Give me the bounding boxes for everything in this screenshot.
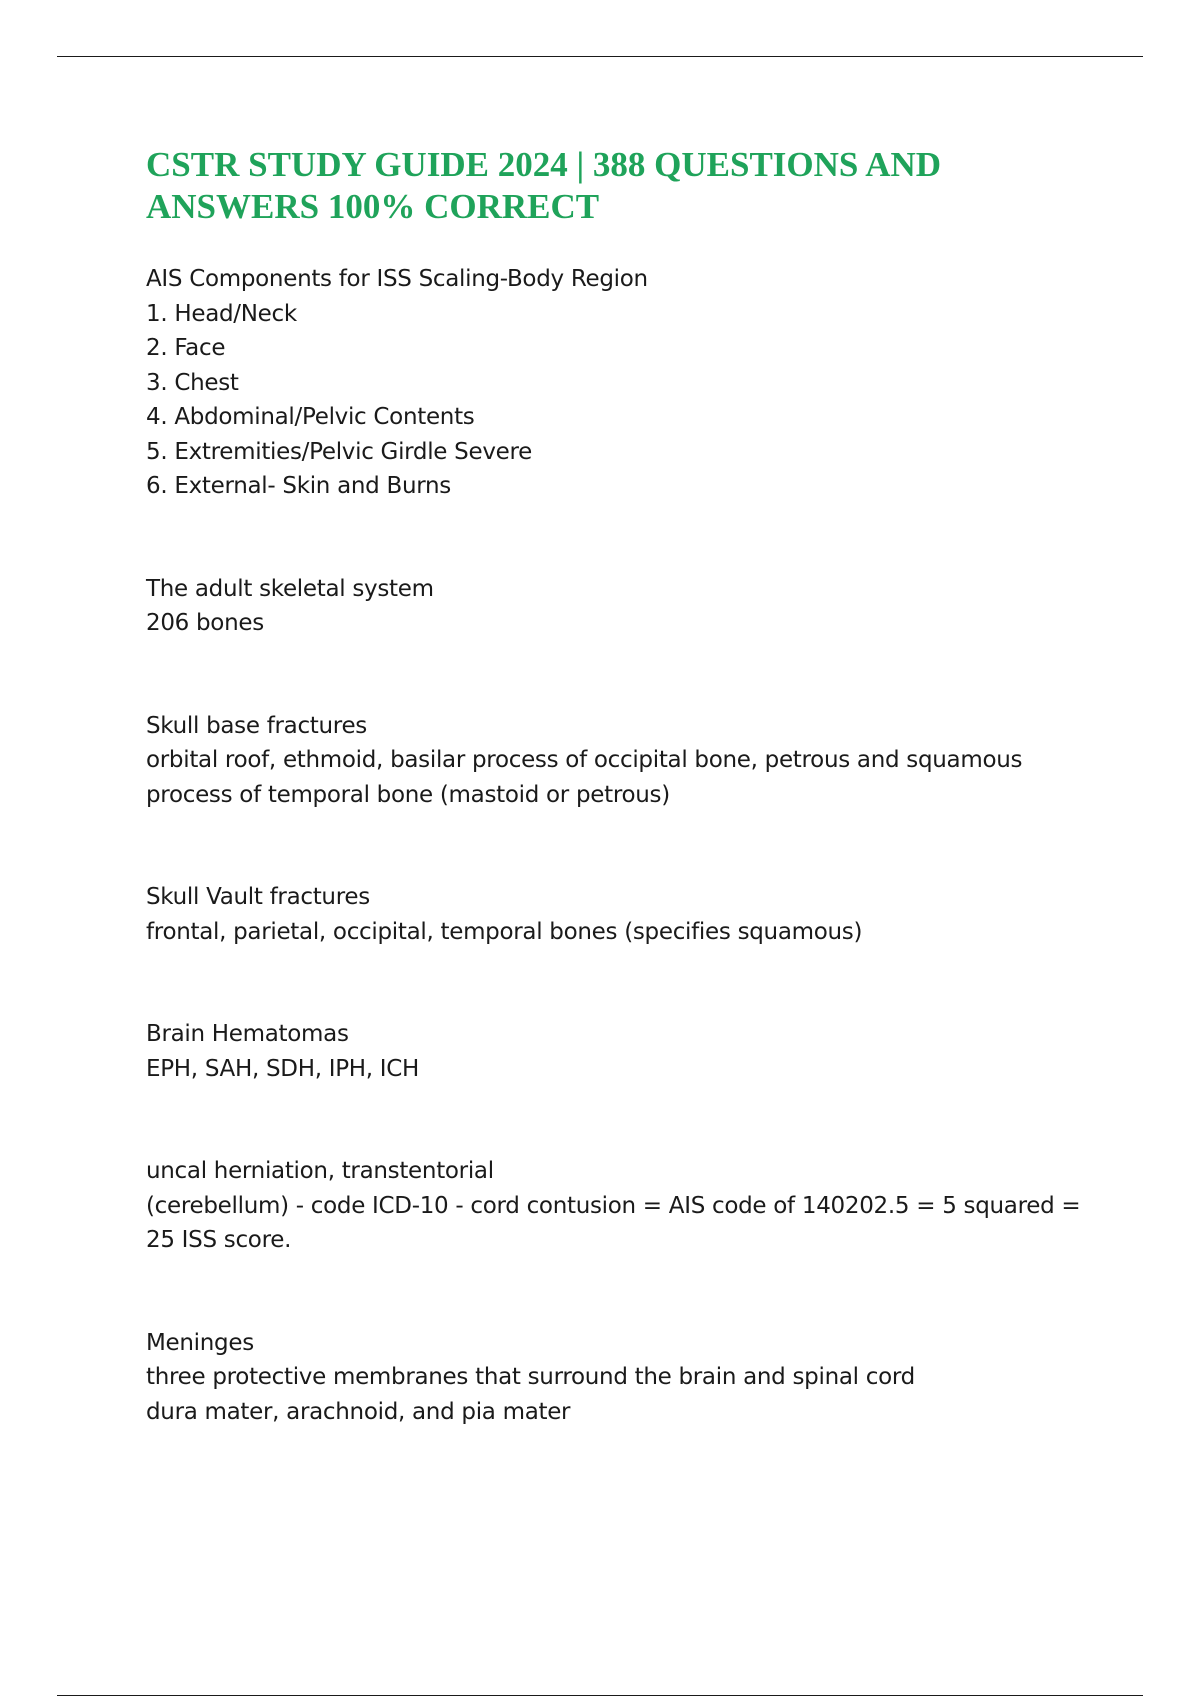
qa-entry-skeletal-system [146,572,1096,641]
answer-line: 2. Face [146,335,226,361]
answer-line: 5. Extremities/Pelvic Girdle Severe [146,438,532,465]
answer-line: 3. Chest [146,369,239,396]
answer-line: 4. Abdominal/Pelvic Contents [146,404,475,430]
question-text: Skull Vault fractures [146,884,370,910]
document-title: CSTR STUDY GUIDE 2024 | 388 QUESTIONS AND ANSWERS 100% CORRECT [146,145,942,226]
bottom-rule [57,1695,1143,1696]
answer-line: three protective membranes that surround the brain and spinal cord [146,1364,915,1390]
qa-entry-meninges [146,1326,1096,1430]
answer-line: 206 bones [146,610,264,636]
question-text: AIS Components for ISS Scaling-Body Region [146,266,648,292]
answer-line: orbital roof, ethmoid, basilar process of occipital bone, petrous and squamous process of temporal bone (mastoid or petrous) [146,747,1030,808]
document-content [146,262,1096,1429]
qa-entry-ais-components [146,262,1096,504]
question-text: Meninges [146,1329,254,1356]
answer-line: EPH, SAH, SDH, IPH, ICH [146,1055,420,1082]
qa-entry-skull-vault-fractures [146,880,1096,949]
answer-line: 1. Head/Neck [146,300,297,327]
qa-entry-skull-base-fractures [146,709,1096,813]
question-text: Skull base fractures [146,712,367,739]
answer-line: dura mater, arachnoid, and pia mater [146,1398,571,1425]
question-text: The adult skeletal system [146,575,434,602]
question-text: Brain Hematomas [146,1021,349,1047]
answer-line: (cerebellum) - code ICD-10 - cord contusion = AIS code of 140202.5 = 5 squared = 25 ISS score. [146,1192,1088,1253]
answer-line: 6. External- Skin and Burns [146,473,451,499]
answer-line: frontal, parietal, occipital, temporal bones (specifies squamous) [146,918,863,945]
qa-entry-uncal-herniation [146,1154,1096,1258]
qa-entry-brain-hematomas [146,1017,1096,1086]
question-text: uncal herniation, transtentorial [146,1158,494,1184]
top-rule [57,56,1143,57]
